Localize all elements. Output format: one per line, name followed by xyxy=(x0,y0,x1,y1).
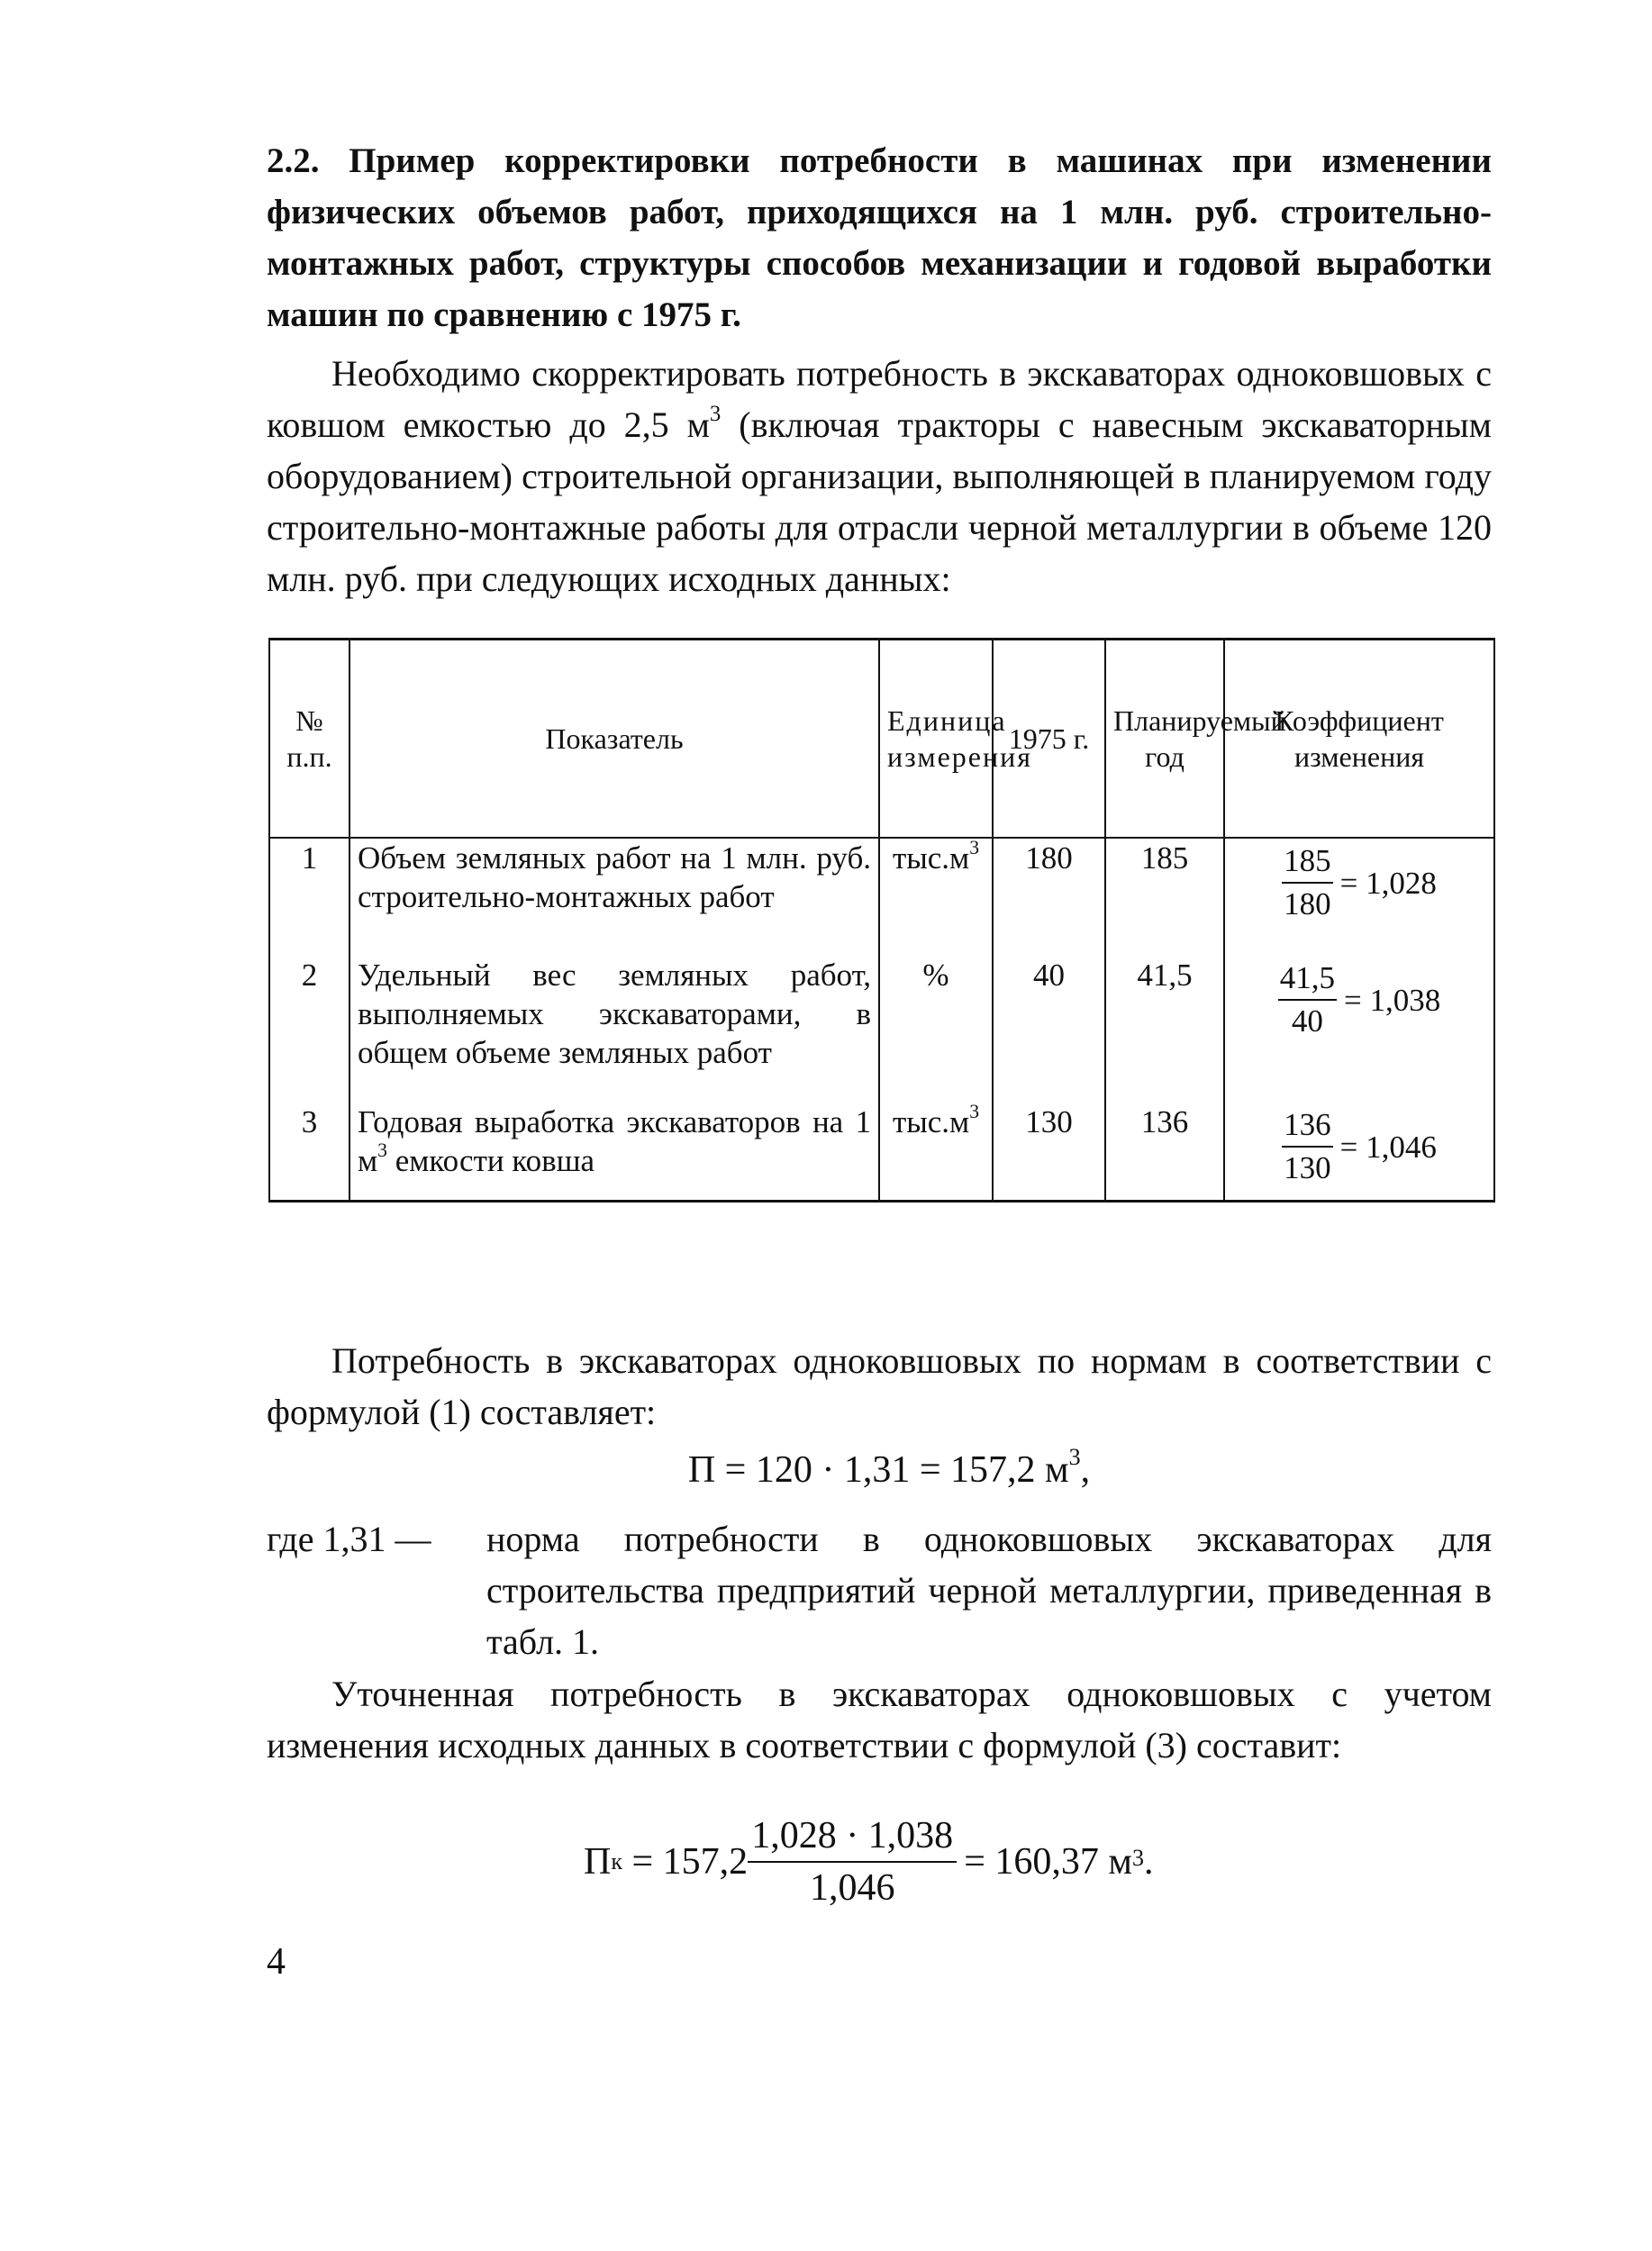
formula-base: = 157,2 xyxy=(622,1841,749,1883)
row-base: 180 xyxy=(993,838,1105,956)
row-base: 130 xyxy=(993,1103,1105,1202)
unit-text: % xyxy=(922,958,949,993)
row-name-sup: 3 xyxy=(377,1139,387,1162)
coef-expression xyxy=(1232,839,1486,925)
row-base: 40 xyxy=(993,956,1105,1103)
row-num: 2 xyxy=(269,956,349,1103)
coef-expression xyxy=(1232,956,1486,1042)
intro-paragraph xyxy=(267,348,1492,604)
unit-text: тыс.м xyxy=(892,840,970,876)
formula-denominator: 1,046 xyxy=(809,1867,895,1909)
row-unit xyxy=(879,838,993,956)
row-unit xyxy=(879,1103,993,1202)
row-coef xyxy=(1224,1103,1494,1202)
formula-lhs: П xyxy=(584,1841,612,1883)
formula-numerator: 1,028 · 1,038 xyxy=(748,1811,957,1863)
coef-value: = 1,028 xyxy=(1339,865,1437,901)
coef-numerator: 136 xyxy=(1282,1104,1333,1148)
row-planned: 136 xyxy=(1105,1103,1224,1202)
where-label: где 1,31 — xyxy=(267,1519,431,1559)
coef-fraction xyxy=(1282,840,1333,925)
row-unit xyxy=(879,956,993,1103)
coef-value: = 1,038 xyxy=(1344,982,1441,1018)
row-name xyxy=(349,1103,879,1202)
row-coef xyxy=(1224,956,1494,1103)
row-coef xyxy=(1224,838,1494,956)
intro-text-2: (включая тракторы с навесным экскаваторным оборудованием) строительной организации, выполняющей в планируемом году строительно-монтажные работы для отрасли черной металлургии в объеме 120 млн. руб. при следующих исходных данных: xyxy=(267,404,1492,599)
formula-norm-text: П = 120 · 1,31 = 157,2 м xyxy=(687,1449,1069,1491)
header-planned: Планируемый год xyxy=(1105,640,1224,839)
coef-value: = 1,046 xyxy=(1339,1129,1437,1165)
formula-norm-sup: 3 xyxy=(1068,1444,1081,1471)
formula-result: = 160,37 м xyxy=(964,1841,1132,1883)
section-heading: 2.2. Пример корректировки потребности в машинах при изменении физических объемов работ, приходящихся на 1 млн. руб. строительно-монтажных работ, структуры способов механизации и годовой выработки машин по сравнению с 1975 г. xyxy=(267,141,1492,334)
table-row xyxy=(269,1103,1494,1202)
formula-refined: П к = 157,2 $\frac{1,028 \cdot 1,038}{1,046}$ = 160,37 м $^3$ . xyxy=(584,1811,1153,1913)
coef-fraction xyxy=(1282,1104,1333,1189)
coef-numerator: 41,5 xyxy=(1278,958,1337,1001)
table-header-row xyxy=(269,640,1494,839)
data-table xyxy=(268,638,1495,1203)
formula-norm-tail: , xyxy=(1080,1449,1091,1491)
formula-norm xyxy=(0,1443,1652,1497)
row-name: Объем земляных работ на 1 млн. руб. строительно-монтажных работ xyxy=(349,838,879,956)
table-row xyxy=(269,838,1494,956)
norm-paragraph: Потребность в экскаваторах одноковшовых по нормам в соответствии с формулой (1) составляет: xyxy=(267,1340,1492,1432)
unit-sup: 3 xyxy=(969,837,980,859)
row-planned: 41,5 xyxy=(1105,956,1224,1103)
coef-denominator: 130 xyxy=(1284,1150,1331,1185)
coef-denominator: 40 xyxy=(1291,1003,1323,1039)
unit-sup: 3 xyxy=(969,1101,980,1123)
formula-fraction xyxy=(748,1811,957,1913)
header-indicator: Показатель xyxy=(349,640,879,839)
header-unit: Единица измерения xyxy=(879,640,993,839)
refined-paragraph: Уточненная потребность в экскаваторах одноковшовых с учетом изменения исходных данных в соответствии с формулой (3) составит: xyxy=(267,1674,1492,1765)
where-text: норма потребности в одноковшовых экскаваторах для строительства предприятий черной металлургии, приведенная в табл. 1. xyxy=(486,1519,1492,1662)
page-number: 4 xyxy=(267,1941,286,1983)
where-clause xyxy=(267,1513,1492,1667)
unit-text: тыс.м xyxy=(892,1104,970,1139)
coef-fraction xyxy=(1278,958,1337,1042)
formula-result-tail: . xyxy=(1143,1841,1154,1883)
row-name-text-a: Годовая выработка экскаваторов на 1 м xyxy=(358,1104,871,1178)
row-num: 1 xyxy=(269,838,349,956)
row-name-text-b: емкости ковша xyxy=(387,1143,595,1178)
coef-numerator: 185 xyxy=(1282,840,1333,884)
row-name: Удельный вес земляных работ, выполняемых экскаваторами, в общем объеме земляных работ xyxy=(349,956,879,1103)
intro-text-1: Необходимо скорректировать потребность в экскаваторах одноковшовых с ковшом емкостью до 2,5 м xyxy=(267,353,1492,445)
intro-sup: 3 xyxy=(709,401,722,426)
coef-denominator: 180 xyxy=(1284,886,1331,921)
row-planned: 185 xyxy=(1105,838,1224,956)
row-num: 3 xyxy=(269,1103,349,1202)
header-coef: Коэффициент изменения xyxy=(1224,640,1494,839)
coef-expression xyxy=(1232,1103,1486,1189)
table-row xyxy=(269,956,1494,1103)
header-num: № п.п. xyxy=(269,640,349,839)
header-base-year: 1975 г. xyxy=(993,640,1105,839)
